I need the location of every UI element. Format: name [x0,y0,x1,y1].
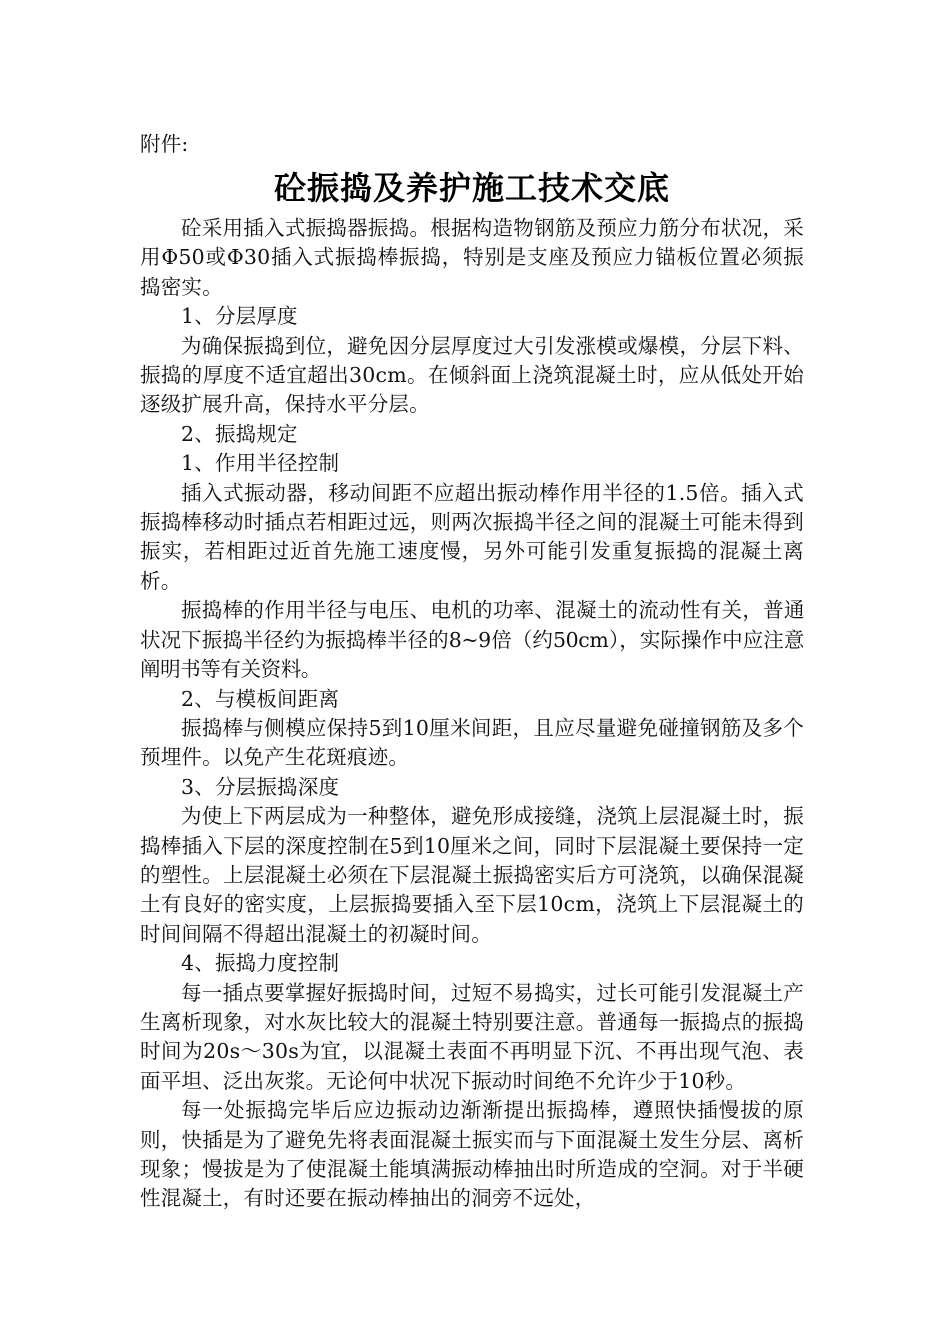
subsection-heading-radius-control: 1、作用半径控制 [181,451,340,476]
paragraph-radius-factors: 振捣棒的作用半径与电压、电机的功率、混凝土的流动性有关，普通状况下振捣半径约为振捣棒半径的8~9倍（约50cm），实际操作中应注意阐明书等有关资料。 [140,598,804,682]
subsection-heading-force-control: 4、振捣力度控制 [181,951,340,976]
document-body [140,126,804,1214]
paragraph-withdrawal: 每一处振捣完毕后应边振动边渐渐提出振捣棒，遵照快插慢拔的原则，快插是为了避免先将表面混凝土振实而与下面混凝土发生分层、离析现象；慢拔是为了使混凝土能填满振动棒抽出时所造成的空洞。对于半硬性混凝土，有时还要在振动棒抽出的洞旁不远处， [140,1098,804,1211]
intro-paragraph: 砼采用插入式振捣器振捣。根据构造物钢筋及预应力筋分布状况，采用Φ50或Φ30插入式振捣棒振捣，特别是支座及预应力锚板位置必须振捣密实。 [140,216,804,299]
subsection-heading-formwork-distance: 2、与模板间距离 [181,686,340,711]
paragraph-force-control: 每一插点要掌握好振捣时间，过短不易捣实，过长可能引发混凝土产生离析现象，对水灰比较大的混凝土特别要注意。普通每一振捣点的振捣时间为20s～30s为宜，以混凝土表面不再明显下沉、不再出现气泡、表面平坦、泛出灰浆。无论何中状况下振动时间绝不允许少于10秒。 [140,980,804,1093]
section-heading-vibration-rules: 2、振捣规定 [181,421,298,446]
subsection-heading-layer-depth: 3、分层振捣深度 [181,774,340,799]
paragraph-formwork-distance: 振捣棒与侧模应保持5到10厘米间距，且应尽量避免碰撞钢筋及多个预埋件。以免产生花斑痕迹。 [140,715,804,770]
document-title: 砼振捣及养护施工技术交底 [273,169,670,207]
paragraph-layer-thickness: 为确保振捣到位，避免因分层厚度过大引发涨模或爆模，分层下料、振捣的厚度不适宜超出30cm。在倾斜面上浇筑混凝土时，应从低处开始逐级扩展升高，保持水平分层。 [140,333,804,417]
section-heading-layer-thickness: 1、分层厚度 [181,304,298,329]
attachment-label: 附件: [140,132,189,156]
paragraph-layer-depth: 为使上下两层成为一种整体，避免形成接缝，浇筑上层混凝土时，振捣棒插入下层的深度控制在5到10厘米之间，同时下层混凝土要保持一定的塑性。上层混凝土必须在下层混凝土振捣密实后方可浇筑，以确保混凝土有良好的密实度，上层振捣要插入至下层10cm，浇筑上下层混凝土的时间间隔不得超出混凝土的初凝时间。 [140,804,804,946]
paragraph-radius-control: 插入式振动器，移动间距不应超出振动棒作用半径的1.5倍。插入式振捣棒移动时插点若相距过远，则两次振捣半径之间的混凝土可能未得到振实，若相距过近首先施工速度慢，另外可能引发重复振捣的混凝土离析。 [140,480,804,593]
